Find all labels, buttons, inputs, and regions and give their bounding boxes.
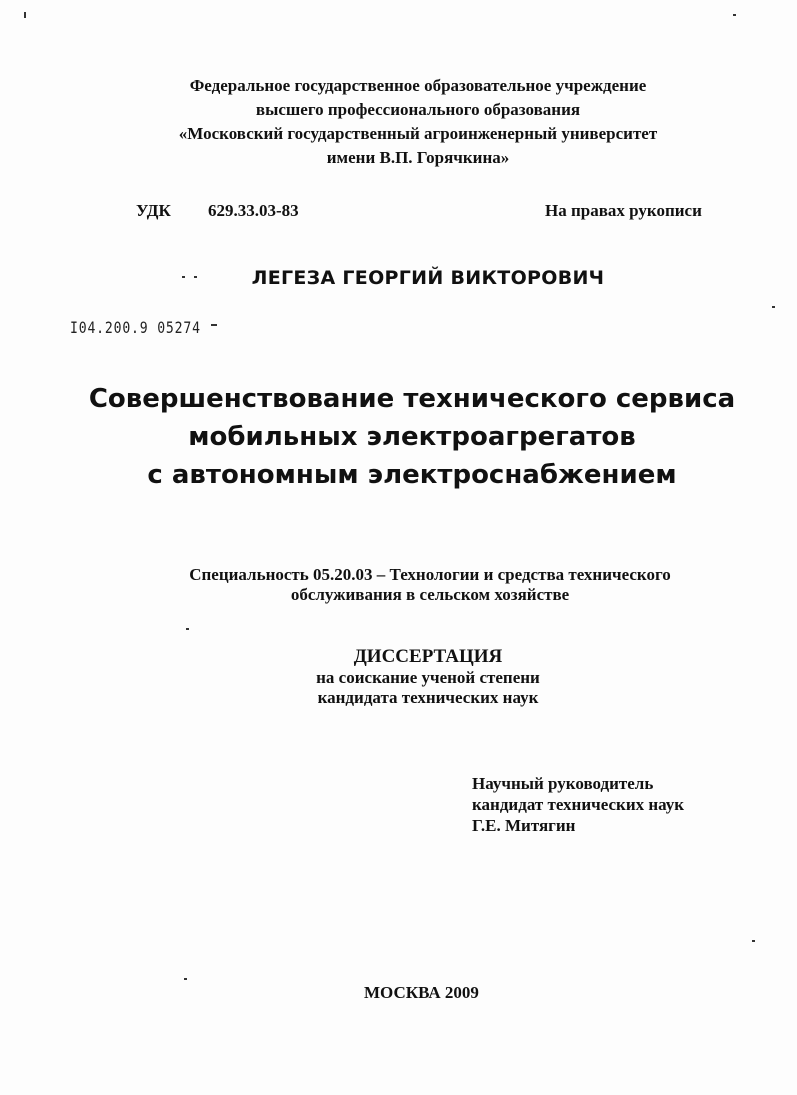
- scan-speck: [772, 306, 775, 308]
- dissertation-heading: ДИССЕРТАЦИЯ: [353, 646, 503, 667]
- dissertation-block: [0, 646, 797, 708]
- speciality-line: Специальность 05.20.03 – Технологии и средства технического: [189, 565, 671, 584]
- library-stamp: I04.200.9 05274: [70, 318, 201, 337]
- institution-line: «Московский государственный агроинженерный университет: [178, 124, 658, 143]
- dissertation-line: на соискание ученой степени: [316, 668, 540, 687]
- scan-speck: [194, 276, 197, 278]
- city-year: МОСКВА 2009: [364, 983, 479, 1002]
- dissertation-line: кандидата технических наук: [317, 688, 539, 707]
- speciality-line: обслуживания в сельском хозяйстве: [290, 585, 570, 604]
- scan-speck: [186, 628, 189, 630]
- udk-value: 629.33.03-83: [208, 201, 299, 220]
- rights-notice: На правах рукописи: [545, 201, 702, 220]
- institution-line: Федеральное государственное образовательное учреждение: [189, 76, 647, 95]
- scan-speck: [184, 978, 187, 980]
- scan-speck: [24, 12, 26, 18]
- supervisor-line: кандидат технических наук: [472, 795, 685, 814]
- dissertation-title: [0, 380, 797, 494]
- scan-speck: [182, 276, 185, 278]
- supervisor-block: [472, 773, 684, 836]
- institution-line: имени В.П. Горячкина»: [326, 148, 510, 167]
- institution-line: высшего профессионального образования: [255, 100, 581, 119]
- scan-speck: [211, 324, 217, 326]
- author-name: ЛЕГЕЗА ГЕОРГИЙ ВИКТОРОВИЧ: [251, 267, 605, 289]
- speciality-block: [0, 565, 797, 605]
- scan-speck: [733, 14, 736, 16]
- supervisor-line: Г.Е. Митягин: [472, 816, 576, 835]
- udk-row: [0, 201, 797, 225]
- title-line: Совершенствование технического сервиса: [88, 384, 736, 414]
- scan-speck: [752, 940, 755, 942]
- supervisor-line: Научный руководитель: [472, 774, 654, 793]
- title-line: с автономным электроснабжением: [147, 460, 677, 490]
- title-line: мобильных электроагрегатов: [188, 422, 636, 452]
- institution-header: [0, 74, 797, 170]
- udk-label: УДК: [136, 201, 171, 220]
